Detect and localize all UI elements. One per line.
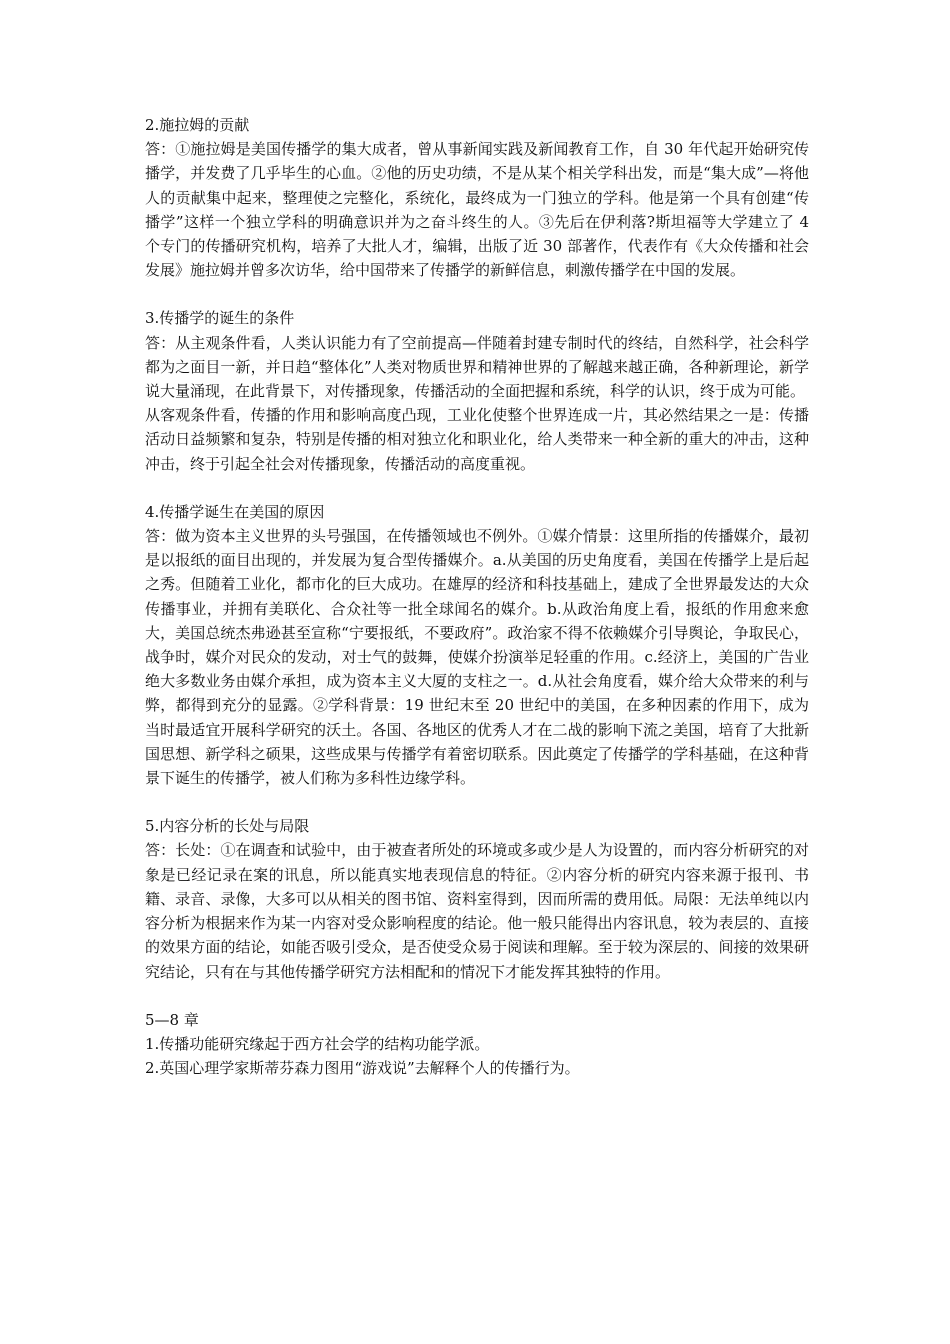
list-item: 1.传播功能研究缘起于西方社会学的结构功能学派。: [145, 1034, 490, 1053]
section-schramm-contribution: [145, 113, 809, 282]
list-item: 2.英国心理学家斯蒂芬森力图用“游戏说”去解释个人的传播行为。: [145, 1059, 580, 1078]
answer-paragraph: 答：做为资本主义世界的头号强国，在传播领域也不例外。①媒介情景：这里所指的传播媒介，最初是以报纸的面目出现的，并发展为复合型传播媒介。a.从美国的历史角度看，美国在传播学上是后起之秀。但随着工业化，都市化的巨大成功。在雄厚的经济和科技基础上，建成了全世界最发达的大众传播事业，并拥有美联化、合众社等一批全球闻名的媒介。b.从政治角度上看，报纸的作用愈来愈大，美国总统杰弗逊甚至宣称“宁要报纸，不要政府”。政治家不得不依赖媒介引导舆论，争取民心，战争时，媒介对民众的发动，对士气的鼓舞，使媒介扮演举足轻重的作用。c.经济上，美国的广告业绝大多数业务由媒介承担，成为资本主义大厦的支柱之一。d.从社会角度看，媒介给大众带来的利与弊，都得到充分的显露。②学科背景：19 世纪末至 20 世纪中的美国，在多种因素的作用下，成为当时最适宜开展科学研究的沃土。各国、各地区的优秀人才在二战的影响下流之美国，培育了大批新国思想、新学科之硕果，这些成果与传播学有着密切联系。因此奠定了传播学的学科基础，在这种背景下诞生的传播学，被人们称为多科性边缘学科。: [145, 527, 809, 788]
section-birth-conditions: [145, 306, 809, 475]
answer-paragraph: 从客观条件看，传播的作用和影响高度凸现，工业化使整个世界连成一片，其必然结果之一是：传播活动日益频繁和复杂，特别是传播的相对独立化和职业化，给人类带来一种全新的重大的冲击，这种冲击，终于引起全社会对传播现象，传播活动的高度重视。: [145, 406, 809, 473]
document-page: [145, 113, 809, 1104]
answer-paragraph: 答：①施拉姆是美国传播学的集大成者，曾从事新闻实践及新闻教育工作，自 30 年代起开始研究传播学，并发费了几乎毕生的心血。②他的历史功绩，不是从某个相关学科出发，而是“集大成”—将他人的贡献集中起来，整理使之完整化，系统化，最终成为一门独立的学科。他是第一个具有创建“传播学”这样一个独立学科的明确意识并为之奋斗终生的人。③先后在伊利落?斯坦福等大学建立了 4 个专门的传播研究机构，培养了大批人才，编辑，出版了近 30 部著作，代表作有《大众传播和社会发展》施拉姆并曾多次访华，给中国带来了传播学的新鲜信息，刺激传播学在中国的发展。: [145, 140, 809, 280]
section-heading: 3.传播学的诞生的条件: [145, 309, 295, 328]
section-heading: 5.内容分析的长处与局限: [145, 817, 310, 836]
section-heading: 4.传播学诞生在美国的原因: [145, 502, 325, 521]
section-heading: 5—8 章: [145, 1010, 199, 1029]
section-content-analysis: [145, 814, 809, 983]
answer-paragraph: 答：长处：①在调查和试验中，由于被查者所处的环境或多或少是人为设置的，而内容分析研究的对象是已经记录在案的讯息，所以能真实地表现信息的特征。②内容分析的研究内容来源于报刊、书籍、录音、录像，大多可以从相关的图书馆、资料室得到，因而所需的费用低。局限：无法单纯以内容分析为根据来作为某一内容对受众影响程度的结论。他一般只能得出内容讯息，较为表层的、直接的效果方面的结论，如能否吸引受众，是否使受众易于阅读和理解。至于较为深层的、间接的效果研究结论，只有在与其他传播学研究方法相配和的情况下才能发挥其独特的作用。: [145, 841, 809, 981]
section-heading: 2.施拉姆的贡献: [145, 116, 250, 134]
section-chapters-5-8: [145, 1008, 809, 1081]
section-birth-in-america: [145, 500, 809, 790]
answer-paragraph: 答：从主观条件看，人类认识能力有了空前提高—伴随着封建专制时代的终结，自然科学，社会科学都为之面目一新，并日趋“整体化”人类对物质世界和精神世界的了解越来越正确，各种新理论，新学说大量涌现，在此背景下，对传播现象，传播活动的全面把握和系统，科学的认识，终于成为可能。: [145, 333, 809, 401]
